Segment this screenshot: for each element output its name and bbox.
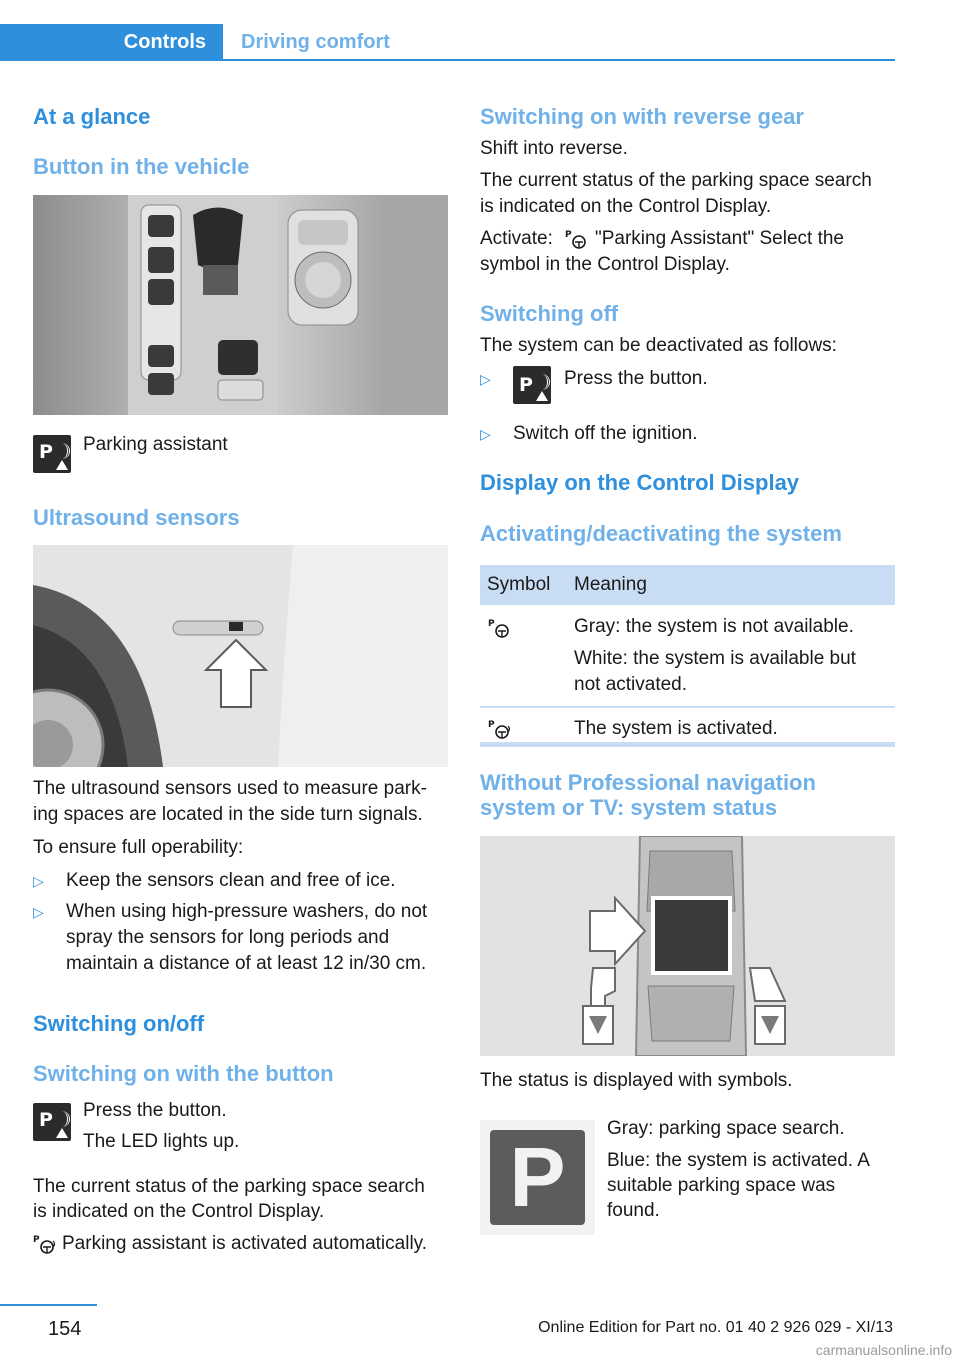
heading-without-navigation-line1: Without Professional navigation	[480, 770, 816, 795]
activate-rest-text: "Parking Assistant" Select the	[595, 228, 845, 249]
blue-status-line1: Blue: the system is activated. A	[607, 1150, 870, 1171]
heading-at-a-glance: At a glance	[33, 104, 151, 129]
table-bottom-rule	[480, 742, 895, 747]
heading-button-in-vehicle: Button in the vehicle	[33, 154, 250, 179]
list-item: ▷ P Press the button.	[480, 366, 895, 410]
heading-switching-off: Switching off	[480, 301, 619, 326]
bullet-triangle-icon: ▷	[480, 371, 491, 387]
right-status-line1: The current status of the parking space search	[480, 170, 872, 191]
bullet-triangle-icon: ▷	[480, 426, 491, 442]
heading-without-navigation-line2: system or TV: system status	[480, 795, 778, 820]
caption-parking-assistant: Parking assistant	[83, 434, 228, 455]
parking-assistant-icon: P	[513, 366, 551, 404]
shift-reverse-text: Shift into reverse.	[480, 138, 628, 159]
table-row: P Gray: the system is not available. White: the system is available but not activated.	[480, 605, 895, 707]
symbol-table	[480, 565, 895, 746]
parking-symbol-icon	[565, 228, 589, 250]
heading-switching-on-off: Switching on/off	[33, 1011, 205, 1036]
page-header	[0, 24, 895, 62]
svg-text:P: P	[488, 720, 495, 730]
heading-display-control: Display on the Control Display	[480, 470, 800, 495]
list-item: ▷ When using high-pressure washers, do not spray the sensors for long periods and maintain a distance of at least 12 in/30 cm.	[33, 901, 428, 974]
activate-label: Activate:	[480, 228, 553, 249]
operability-intro: To ensure full operability:	[33, 837, 244, 858]
page-number: 154	[48, 1318, 82, 1340]
parking-assistant-icon: P	[33, 435, 71, 473]
status-symbols-text: The status is displayed with symbols.	[480, 1070, 793, 1091]
heading-reverse-gear: Switching on with reverse gear	[480, 104, 804, 129]
svg-text:P: P	[488, 619, 495, 629]
ultrasound-text-line2: ing spaces are located in the side turn signals.	[33, 804, 423, 825]
auto-activated-text: Parking assistant is activated automatically.	[62, 1233, 428, 1254]
parking-assistant-icon: P	[33, 1103, 71, 1141]
header-rule	[0, 59, 895, 61]
bullet-triangle-icon: ▷	[33, 873, 44, 889]
photo-side-sensor	[33, 545, 448, 767]
parking-unavailable-symbol-icon	[487, 617, 513, 639]
heading-ultrasound-sensors: Ultrasound sensors	[33, 505, 240, 530]
photo-center-console	[33, 195, 448, 415]
deactivate-intro: The system can be deactivated as follows:	[480, 335, 837, 356]
edition-footer: Online Edition for Part no. 01 40 2 926 029 - XI/13	[538, 1319, 893, 1336]
left-status-line2: is indicated on the Control Display.	[33, 1201, 325, 1222]
activate-line2: symbol in the Control Display.	[480, 254, 730, 275]
tab-driving-comfort[interactable]: Driving comfort	[241, 31, 390, 53]
blue-status-line3: found.	[607, 1200, 660, 1221]
tab-controls[interactable]: Controls	[0, 24, 223, 60]
footer-rule	[0, 1304, 97, 1306]
left-status-line1: The current status of the parking space search	[33, 1176, 425, 1197]
bullet-triangle-icon: ▷	[33, 904, 44, 920]
col-symbol-header: Symbol	[480, 565, 567, 605]
heading-activating-deactivating: Activating/deactivating the system	[480, 521, 842, 546]
table-row: P The system is activated.	[488, 718, 778, 739]
list-item: ▷ Switch off the ignition.	[480, 421, 895, 447]
illustration-car-status	[480, 836, 895, 1056]
svg-text:P: P	[33, 1235, 40, 1245]
heading-switching-on-button: Switching on with the button	[33, 1061, 334, 1086]
ultrasound-text-line1: The ultrasound sensors used to measure park-	[33, 778, 427, 799]
parking-active-symbol-icon	[33, 1233, 57, 1255]
gray-status-text: Gray: parking space search.	[607, 1118, 845, 1139]
col-meaning-header: Meaning	[567, 565, 895, 605]
right-status-line2: is indicated on the Control Display.	[480, 196, 772, 217]
blue-status-line2: suitable parking space was	[607, 1175, 836, 1196]
parking-p-sign-icon: P	[480, 1120, 595, 1235]
press-button-text: Press the button.	[83, 1100, 227, 1121]
svg-text:P: P	[565, 230, 572, 240]
watermark: carmanualsonline.info	[815, 1342, 952, 1358]
list-item: ▷ Keep the sensors clean and free of ice.	[33, 868, 453, 894]
parking-activated-symbol-icon	[487, 718, 513, 740]
led-lights-text: The LED lights up.	[83, 1131, 240, 1152]
